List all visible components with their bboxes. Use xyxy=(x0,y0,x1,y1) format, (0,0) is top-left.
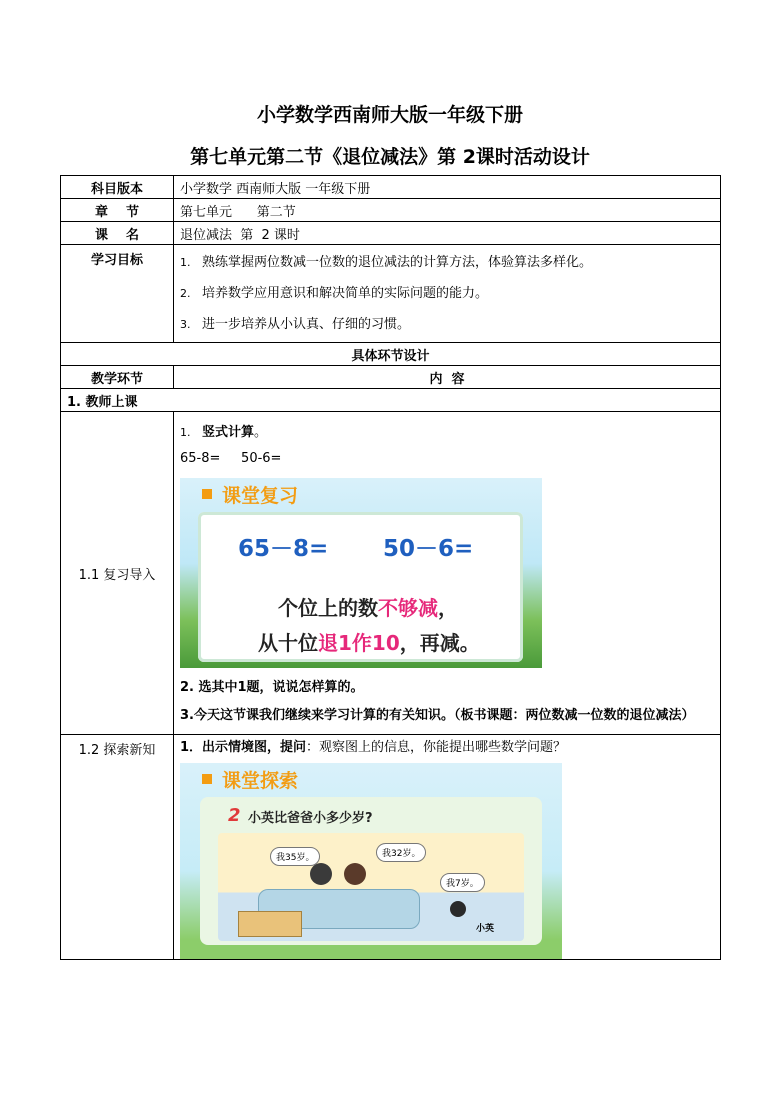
review-content xyxy=(174,412,721,735)
goals-list xyxy=(174,245,721,343)
review-label: 1.1 复习导入 xyxy=(61,412,174,735)
slide-header xyxy=(180,478,542,508)
row-explore xyxy=(61,735,721,960)
living-room-illustration xyxy=(218,833,524,941)
slide-rule-line1: 个位上的数不够减， xyxy=(278,596,458,620)
chapter-value: 第七单元 第二节 xyxy=(174,199,721,222)
review-slide-image xyxy=(180,478,542,668)
row-subject xyxy=(61,176,721,199)
lesson-label: 课 名 xyxy=(61,222,174,245)
explore-item1: 1．出示情境图，提问：观察图上的信息，你能提出哪些数学问题？ xyxy=(180,740,567,755)
row-lesson xyxy=(61,222,721,245)
girl-name-label: 小英 xyxy=(476,924,495,934)
lesson-value: 退位减法 第 2 课时 xyxy=(174,222,721,245)
goal-item: 1. 熟练掌握两位数减一位数的退位减法的计算方法，体验算法多样化。 xyxy=(180,255,593,270)
explore-slide-image xyxy=(180,763,562,959)
review-item3: 3.今天这节课我们继续来学习计算的有关知识。（板书课题：两位数减一位数的退位减法） xyxy=(180,708,695,723)
col-stage-header: 教学环节 xyxy=(61,366,174,389)
col-content-header: 内 容 xyxy=(174,366,721,389)
goal-item: 2. 培养数学应用意识和解决简单的实际问题的能力。 xyxy=(180,286,489,301)
goal-item: 3. 进一步培养从小认真、仔细的习惯。 xyxy=(180,317,411,332)
slide-title: 课堂探索 xyxy=(222,770,299,792)
slide-board xyxy=(198,512,523,662)
girl-speech-bubble: 我7岁。 xyxy=(440,873,485,892)
subject-label: 科目版本 xyxy=(61,176,174,199)
square-bullet-icon xyxy=(202,774,212,784)
mother-speech-bubble: 我32岁。 xyxy=(376,843,426,862)
row-goals xyxy=(61,245,721,343)
document-title: 小学数学西南师大版一年级下册 xyxy=(256,104,523,126)
mother-figure xyxy=(344,863,366,885)
square-bullet-icon xyxy=(202,489,212,499)
design-header: 具体环节设计 xyxy=(61,343,721,366)
review-item2: 2. 选其中1题，说说怎样算的。 xyxy=(180,680,364,695)
slide-equation-1: 65－8= xyxy=(238,536,329,562)
review-exercise: 65-8= 50-6= xyxy=(180,451,282,466)
explore-label: 1.2 探索新知 xyxy=(61,735,174,960)
row-column-headers xyxy=(61,366,721,389)
slide-rule-line2: 从十位退1作10，再减。 xyxy=(258,631,480,655)
question-number-badge: 2 xyxy=(228,805,241,826)
review-item1: 1. 竖式计算。 xyxy=(180,425,268,440)
section1-title: 1. 教师上课 xyxy=(61,389,721,412)
row-chapter xyxy=(61,199,721,222)
coffee-table-illustration xyxy=(238,911,302,937)
explore-content xyxy=(174,735,721,960)
slide-board xyxy=(200,797,542,945)
father-figure xyxy=(310,863,332,885)
slide-title: 课堂复习 xyxy=(222,485,299,507)
document-subtitle: 第七单元第二节《退位减法》第 2课时活动设计 xyxy=(190,146,590,168)
question-text: 小英比爸爸小多少岁? xyxy=(248,811,373,826)
father-speech-bubble: 我35岁。 xyxy=(270,847,320,866)
subject-value: 小学数学 西南师大版 一年级下册 xyxy=(174,176,721,199)
row-review xyxy=(61,412,721,735)
slide-header xyxy=(180,763,562,793)
chapter-label: 章 节 xyxy=(61,199,174,222)
slide-equation-2: 50－6= xyxy=(383,536,474,562)
lesson-plan-table xyxy=(60,175,721,960)
girl-figure xyxy=(450,901,466,917)
row-design-header xyxy=(61,343,721,366)
row-section1 xyxy=(61,389,721,412)
goals-label: 学习目标 xyxy=(61,245,174,343)
